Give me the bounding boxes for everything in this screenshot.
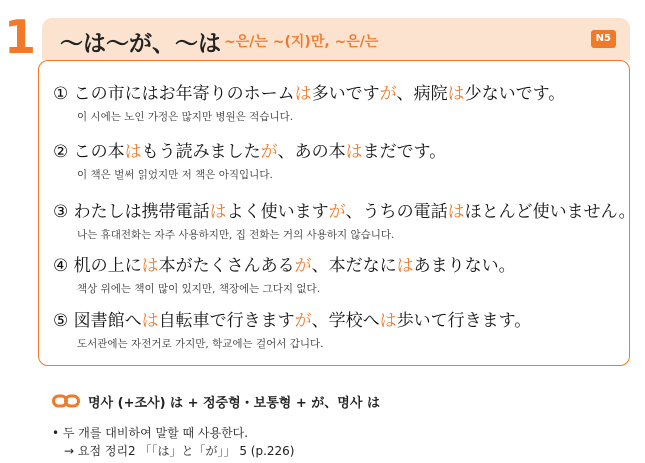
highlighted-particle: は [447,84,465,104]
highlighted-particle: は [447,202,465,222]
sentence-text: 、うちの電話 [345,202,448,222]
sentence-text: 机の上に [73,256,142,276]
sentence-text: この本 [73,142,125,162]
sentence-text: 本がたくさんある [158,256,295,276]
sentence-text: 自転車で行きます [158,311,295,331]
sentence-text: わたしは携帯電話 [73,202,210,222]
highlighted-particle: が [379,84,397,104]
example-korean: 도서관에는 자전거로 가지만, 학교에는 걸어서 갑니다. [77,338,324,350]
example-japanese [53,141,446,163]
sentence-text: 歩いて行きます。 [396,311,532,331]
link-icon [52,393,80,409]
sentence-text: 、学校へ [311,311,380,331]
sentence-text: 、病院 [396,84,448,104]
example-korean: 나는 휴대전화는 자주 사용하지만, 집 전화는 거의 사용하지 않습니다. [77,229,395,241]
example-japanese [53,310,531,332]
sentence-text: 、あの本 [277,142,346,162]
highlighted-particle: は [141,311,159,331]
sentence-text: 多いです [311,84,380,104]
highlighted-particle: は [345,142,363,162]
example-korean: 책상 위에는 책이 많이 있지만, 책장에는 그다지 없다. [77,283,321,295]
reference-link[interactable]: → 요점 정리2 「「は」と「が」」 5 (p.226) [64,444,295,458]
highlighted-particle: は [379,311,397,331]
highlighted-particle: は [124,142,142,162]
section-subtitle: ~은/는 ~(지)만, ~은/는 [224,34,379,50]
highlighted-particle: は [294,84,312,104]
highlighted-particle: は [396,256,414,276]
example-korean: 이 책은 벌써 읽었지만 저 책은 아직입니다. [77,169,273,181]
highlighted-particle: は [141,256,159,276]
example-2 [53,141,446,182]
sentence-text: よく使います [226,202,329,222]
highlighted-particle: が [260,142,278,162]
example-japanese [53,255,516,277]
example-3 [53,201,636,242]
grammar-pattern: 명사 (+조사) は + 정중형・보통형 + が、명사 は [88,396,380,411]
sentence-text: この市にはお年寄りのホーム [73,84,295,104]
example-5 [53,310,531,351]
section-number: 1 [4,10,37,64]
example-korean: 이 시에는 노인 가정은 많지만 병원은 적습니다. [77,111,294,123]
highlighted-particle: が [328,202,346,222]
sentence-text: 少ないです。 [464,84,566,104]
sentence-text: もう読みました [141,142,261,162]
example-marker: ① [53,84,74,104]
example-marker: ③ [53,202,74,222]
example-marker: ⑤ [53,311,74,331]
highlighted-particle: は [209,202,227,222]
level-badge: N5 [591,30,616,48]
example-1 [53,83,565,124]
highlighted-particle: が [294,256,312,276]
section-header [42,18,630,60]
sentence-text: ほとんど使いません。 [464,202,636,222]
highlighted-particle: が [294,311,312,331]
examples-box [38,60,636,366]
section-title: ～は～が、～は [60,31,221,57]
example-japanese [53,201,636,223]
sentence-text: あまりない。 [413,256,516,276]
sentence-text: 図書館へ [73,311,142,331]
example-japanese [53,83,565,105]
example-marker: ④ [53,256,74,276]
example-4 [53,255,516,296]
sentence-text: 、本だなに [311,256,397,276]
usage-note: • 두 개를 대비하여 말할 때 사용한다. [52,426,249,440]
sentence-text: まだです。 [362,142,447,162]
example-marker: ② [53,142,74,162]
